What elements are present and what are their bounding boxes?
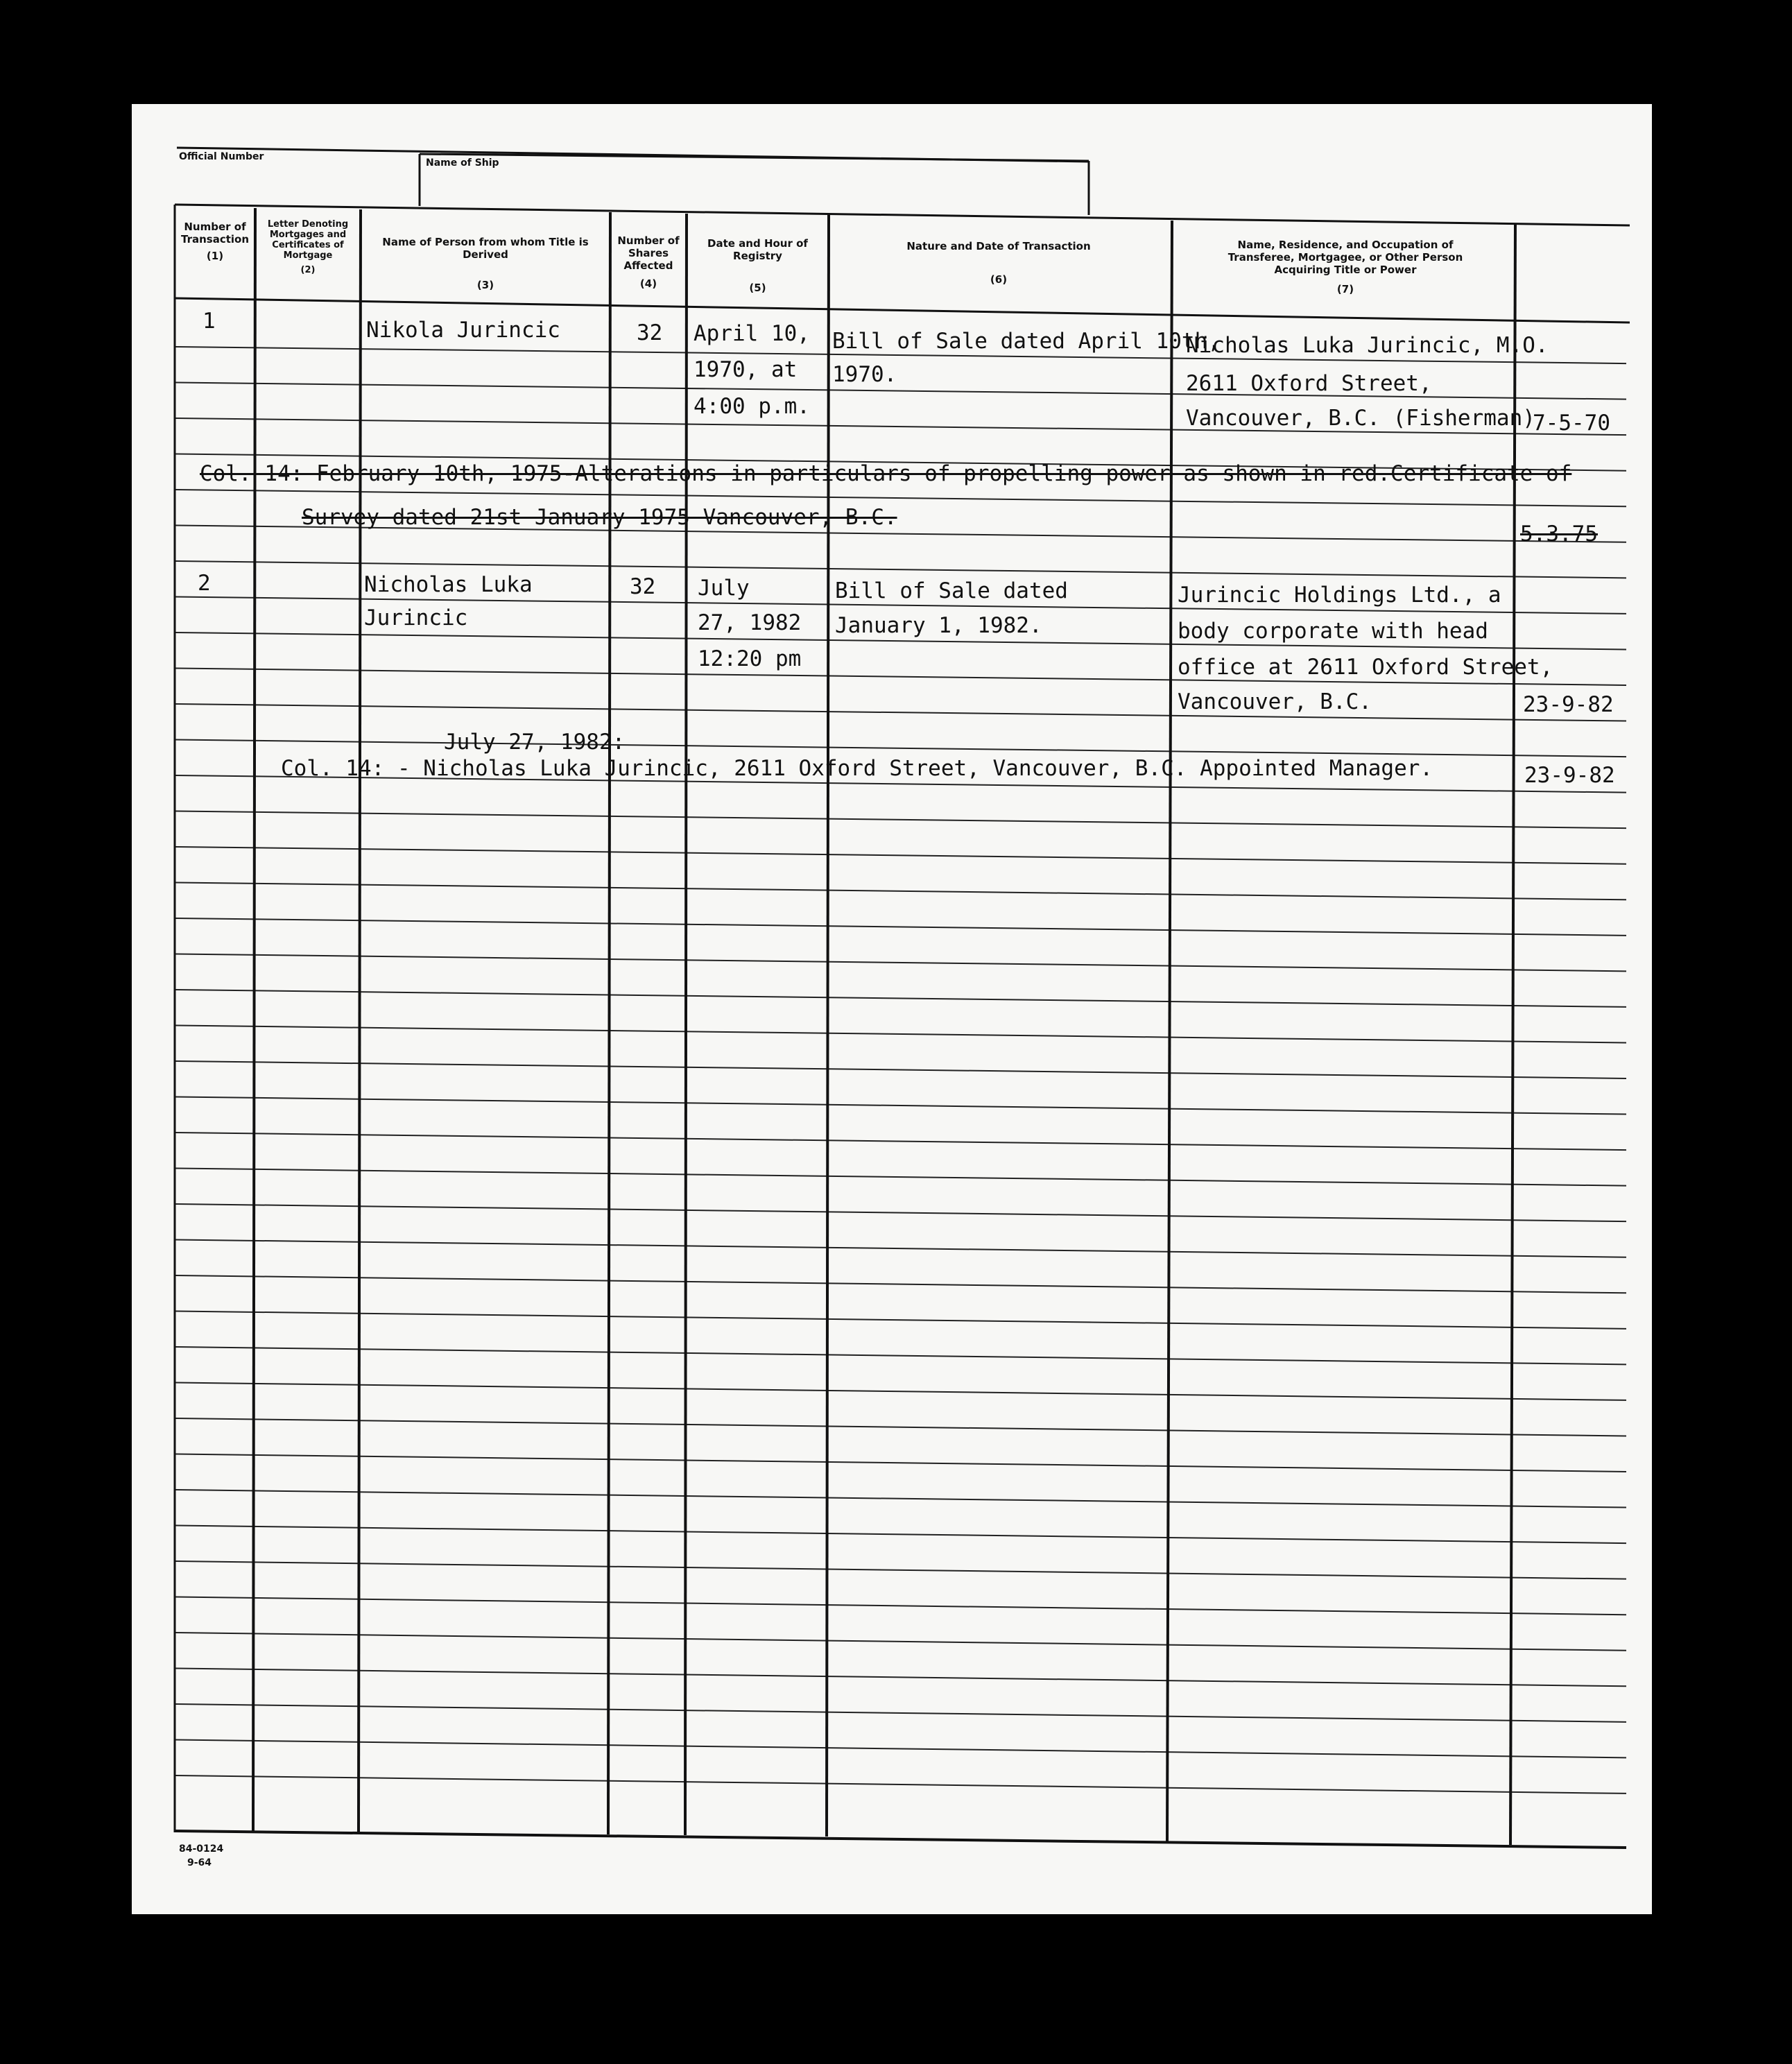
transaction-1-acquirer-line-2: 2611 Oxford Street, [1186,371,1432,396]
transaction-1-nature-line-1: Bill of Sale dated April 10th, [832,329,1221,354]
ship-name-label: Name of Ship [426,157,499,169]
ruled-line [175,1026,1626,1043]
ruled-line [175,1490,1626,1508]
ruled-line [175,1383,1626,1400]
ruled-line [175,1312,1626,1329]
ruled-line [175,740,1626,757]
ruled-line [175,811,1626,829]
official-number-label: Official Number [179,151,264,162]
note-2-margin-date: 23-9-82 [1524,763,1615,788]
ruled-line [175,883,1626,900]
ruled-line [175,704,1626,721]
transaction-1-margin-date: 7-5-70 [1533,411,1610,436]
ruled-line [175,990,1626,1007]
header-col-1: Number of Transaction (1) [180,221,250,262]
transaction-2-acquirer-line-3: office at 2611 Oxford Street, [1178,655,1553,680]
ruled-line [175,1669,1626,1687]
transaction-2-nature-line-2: January 1, 1982. [835,613,1042,638]
note-2-line: Col. 14: - Nicholas Luka Jurincic, 2611 Oxford Street, Vancouver, B.C. Appointed Manager. [281,756,1433,781]
transaction-2-shares: 32 [630,574,656,599]
transaction-1-acquirer-line-1: Nicholas Luka Jurincic, M.O. [1186,333,1549,358]
header-col-6: Nature and Date of Transaction (6) [906,240,1091,286]
transaction-2-acquirer-line-4: Vancouver, B.C. [1178,689,1372,714]
transaction-1-date-line-3: 4:00 p.m. [693,394,810,419]
header-col-3: Name of Person from whom Title is Derived (3) [382,236,589,291]
transaction-1-date-line-2: 1970, at [693,357,798,382]
transaction-2-date-line-2: 27, 1982 [698,610,802,635]
ruled-line [175,1418,1626,1436]
transaction-1-date-line-1: April 10, [693,321,810,346]
header-col-7: Name, Residence, and Occupation of Transferee, Mortgagee, or Other Person Acquiring Title or Power (7) [1227,239,1463,295]
ruled-line [175,1775,1626,1794]
ruled-line [175,918,1626,936]
transaction-2-date-line-1: July [698,576,750,601]
note-2-date: July 27, 1982: [444,730,626,755]
transaction-2-acquirer-line-1: Jurincic Holdings Ltd., a [1178,583,1501,608]
ruled-line [175,1597,1626,1615]
transaction-1-number: 1 [203,309,216,334]
ruled-line [175,1633,1626,1651]
transaction-2-acquirer-line-2: body corporate with head [1178,619,1488,644]
transaction-2-from-line-1: Nicholas Luka [364,572,533,597]
header-col-5: Date and Hour of Registry (5) [707,237,808,294]
ruled-line [175,954,1626,972]
ruled-line [175,1133,1626,1150]
transaction-1-shares: 32 [637,320,663,345]
ruled-line [175,1561,1626,1579]
transaction-1-acquirer-line-3: Vancouver, B.C. (Fisherman) [1186,406,1535,431]
ruled-line [175,1169,1626,1186]
transaction-2-nature-line-1: Bill of Sale dated [835,578,1068,603]
ruled-line [175,1097,1626,1115]
note-1-line-2: Survey dated 21st January 1975 Vancouver, B.C. [302,505,897,530]
ruled-line [175,1275,1626,1293]
transaction-1-nature-line-2: 1970. [832,362,897,387]
transaction-2-number: 2 [198,571,211,596]
note-1-line-1: Col. 14: February 10th, 1975-Alterations in particulars of propelling power as shown in red.Certificate of [200,461,1572,486]
ruled-line [175,1454,1626,1472]
ruled-line [175,1061,1626,1078]
ruled-line [175,1240,1626,1257]
header-col-2: Letter Denoting Mortgages and Certificates of Mortgage (2) [267,219,349,275]
transaction-1-from: Nikola Jurincic [366,318,560,343]
ruled-line [175,1526,1626,1544]
ruled-line [175,1704,1626,1722]
ruled-line [175,490,1626,506]
transaction-2-from-line-2: Jurincic [364,605,468,630]
header-col-4: Number of Shares Affected (4) [617,234,680,290]
ruled-line [175,1204,1626,1221]
ruled-line [175,847,1626,864]
form-code-line-1: 84-0124 [179,1843,224,1855]
note-1-margin-date: 5.3.75 [1520,522,1598,547]
transaction-2-date-line-3: 12:20 pm [698,646,802,671]
transaction-2-margin-date: 23-9-82 [1523,692,1614,717]
form-code-line-2: 9-64 [187,1857,212,1868]
ruled-line [175,1740,1626,1758]
ruled-line [175,1347,1626,1364]
